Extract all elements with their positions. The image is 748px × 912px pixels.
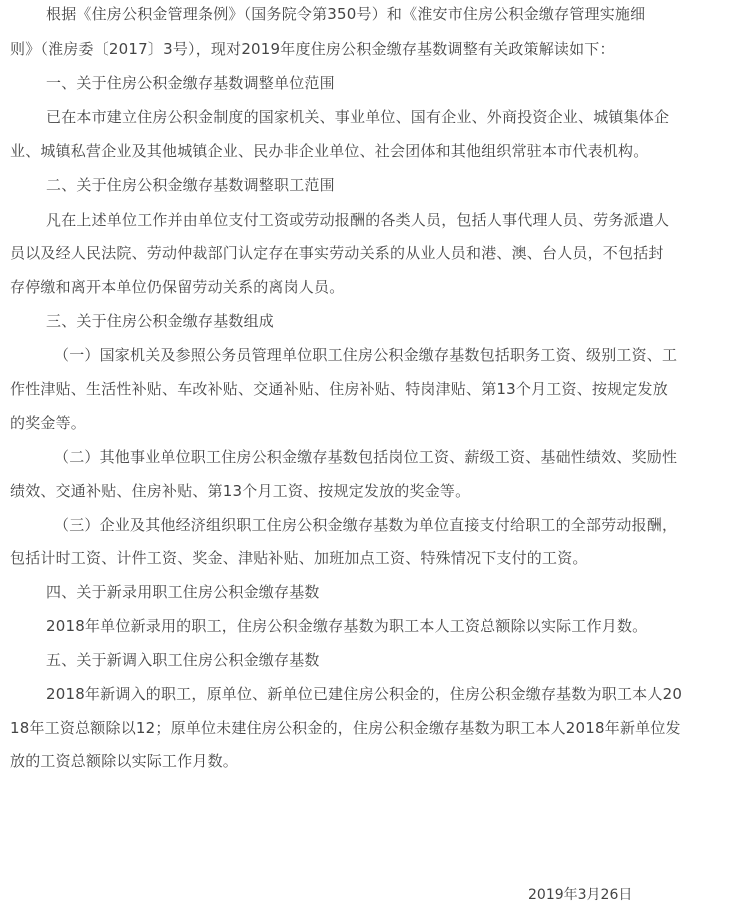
paragraph-line: 根据《住房公积金管理条例》（国务院令第350号）和《淮安市住房公积金缴存管理实施细 bbox=[46, 5, 646, 23]
paragraph-line: 存停缴和离开本单位仍保留劳动关系的离岗人员。 bbox=[10, 278, 345, 296]
section-heading: 三、关于住房公积金缴存基数组成 bbox=[46, 312, 275, 330]
paragraph-line: 则》（淮房委〔2017〕3号），现对2019年度住房公积金缴存基数调整有关政策解读如下： bbox=[10, 40, 615, 58]
paragraph-line: （二）其他事业单位职工住房公积金缴存基数包括岗位工资、薪级工资、基础性绩效、奖励性 bbox=[54, 448, 678, 466]
section-heading: 五、关于新调入职工住房公积金缴存基数 bbox=[46, 651, 320, 669]
section-heading: 一、关于住房公积金缴存基数调整单位范围 bbox=[46, 74, 335, 92]
paragraph-line: （一）国家机关及参照公务员管理单位职工住房公积金缴存基数包括职务工资、级别工资、工 bbox=[54, 346, 678, 364]
section-heading: 四、关于新录用职工住房公积金缴存基数 bbox=[46, 583, 320, 601]
paragraph-line: 18年工资总额除以12；原单位未建住房公积金的，住房公积金缴存基数为职工本人2018年新单位发 bbox=[10, 719, 681, 737]
paragraph-line: 包括计时工资、计件工资、奖金、津贴补贴、加班加点工资、特殊情况下支付的工资。 bbox=[10, 549, 588, 567]
paragraph-line: 作性津贴、生活性补贴、车改补贴、交通补贴、住房补贴、特岗津贴、第13个月工资、按规定发放 bbox=[10, 380, 668, 398]
paragraph-line: 放的工资总额除以实际工作月数。 bbox=[10, 752, 239, 770]
paragraph-line: 凡在上述单位工作并由单位支付工资或劳动报酬的各类人员，包括人事代理人员、劳务派遣人 bbox=[46, 211, 670, 229]
paragraph-line: 的奖金等。 bbox=[10, 414, 87, 432]
paragraph-line: 员以及经人民法院、劳动仲裁部门认定存在事实劳动关系的从业人员和港、澳、台人员，不包括封 bbox=[10, 244, 664, 262]
document-date: 2019年3月26日 bbox=[528, 887, 633, 903]
paragraph-line: 2018年新调入的职工，原单位、新单位已建住房公积金的，住房公积金缴存基数为职工本人20 bbox=[46, 685, 683, 703]
paragraph-line: 已在本市建立住房公积金制度的国家机关、事业单位、国有企业、外商投资企业、城镇集体企 bbox=[46, 108, 670, 126]
paragraph-line: 业、城镇私营企业及其他城镇企业、民办非企业单位、社会团体和其他组织常驻本市代表机构。 bbox=[10, 142, 649, 160]
paragraph-line: （三）企业及其他经济组织职工住房公积金缴存基数为单位直接支付给职工的全部劳动报酬， bbox=[54, 516, 678, 534]
paragraph-line: 绩效、交通补贴、住房补贴、第13个月工资、按规定发放的奖金等。 bbox=[10, 482, 471, 500]
section-heading: 二、关于住房公积金缴存基数调整职工范围 bbox=[46, 176, 335, 194]
paragraph-line: 2018年单位新录用的职工，住房公积金缴存基数为职工本人工资总额除以实际工作月数。 bbox=[46, 617, 648, 635]
